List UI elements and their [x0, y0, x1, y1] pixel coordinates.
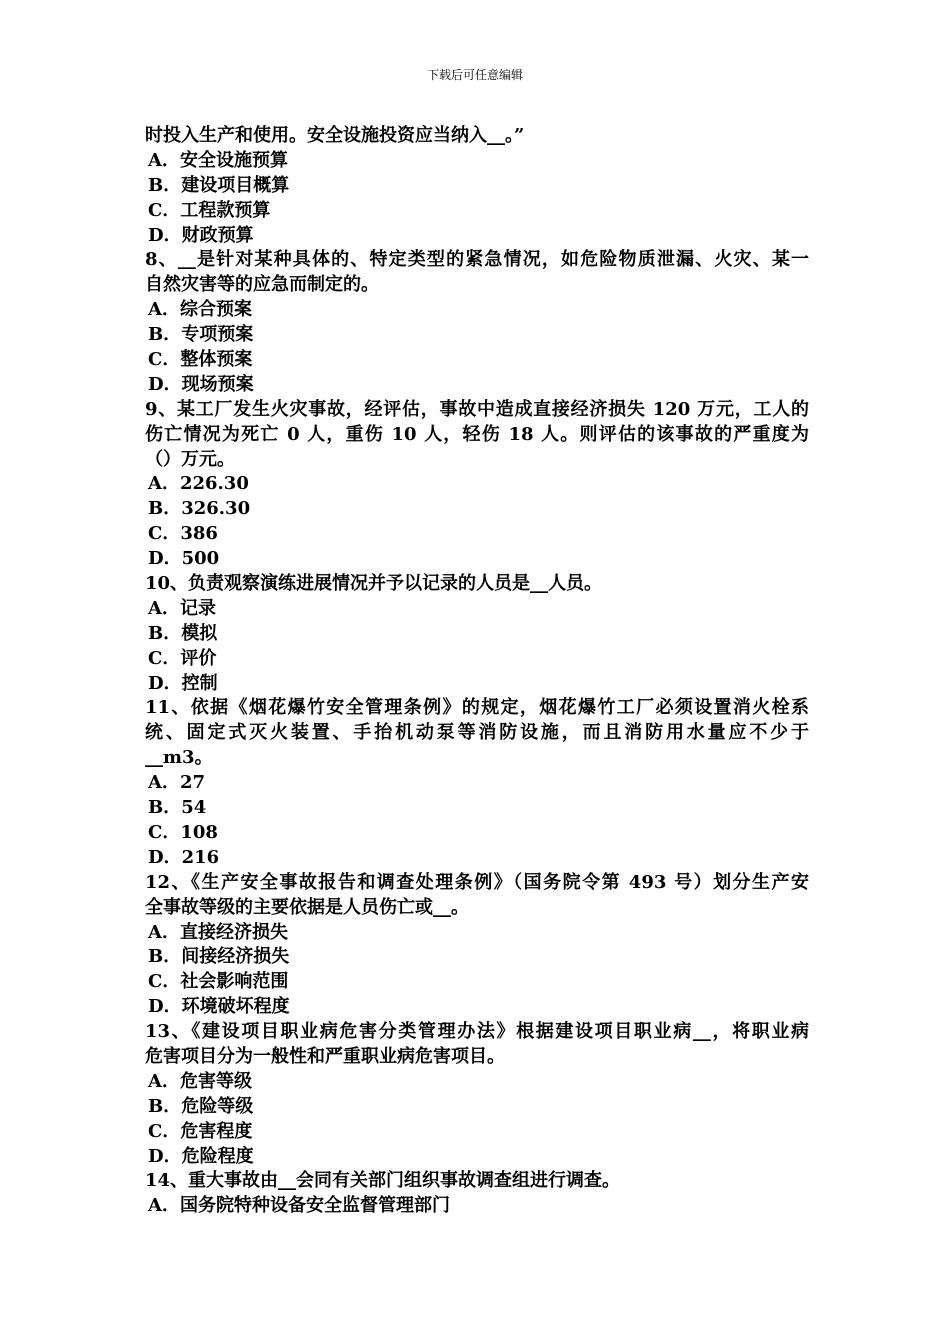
option-a: A．危害等级 [148, 1070, 252, 1092]
option-b: B．54 [148, 797, 207, 819]
option-a: A．综合预案 [148, 299, 252, 321]
question-8-stem: 自然灾害等的应急而制定的。 [145, 274, 379, 296]
option-b: B．间接经济损失 [148, 946, 290, 968]
option-d: D．216 [148, 846, 220, 868]
option-b: B．危险等级 [148, 1095, 254, 1117]
option-d: D．环境破坏程度 [148, 996, 290, 1018]
option-b: B．建设项目概算 [148, 174, 290, 196]
option-a: A．记录 [148, 597, 216, 619]
option-d: D．500 [148, 548, 220, 570]
option-b: B．模拟 [148, 622, 218, 644]
option-d: D．控制 [148, 672, 218, 694]
question-9-stem: 伤亡情况为死亡 0 人，重伤 10 人，轻伤 18 人。则评估的该事故的严重度为 [145, 423, 809, 445]
option-a: A．27 [148, 772, 206, 794]
question-9-stem: （）万元。 [145, 448, 235, 470]
option-c: C．386 [148, 523, 218, 545]
question-11-stem: 11、依据《烟花爆竹安全管理条例》的规定，烟花爆竹工厂必须设置消火栓系 [145, 697, 809, 719]
option-a: A．安全设施预算 [148, 149, 288, 171]
document-body [145, 124, 809, 1219]
question-11-stem: 统、固定式灭火装置、手抬机动泵等消防设施，而且消防用水量应不少于 [145, 722, 809, 744]
question-13-stem: 危害项目分为一般性和严重职业病危害项目。 [145, 1045, 505, 1067]
option-d: D．现场预案 [148, 373, 254, 395]
option-a: A．226.30 [148, 473, 249, 495]
option-b: B．326.30 [148, 498, 251, 520]
option-d: D．危险程度 [148, 1145, 254, 1167]
question-8-stem: 8、__是针对某种具体的、特定类型的紧急情况，如危险物质泄漏、火灾、某一 [145, 249, 809, 271]
option-a: A．国务院特种设备安全监督管理部门 [148, 1195, 450, 1217]
question-11-stem: __m3。 [145, 747, 213, 769]
option-c: C．工程款预算 [148, 199, 271, 221]
option-a: A．直接经济损失 [148, 921, 288, 943]
option-b: B．专项预案 [148, 324, 254, 346]
question-12-stem: 全事故等级的主要依据是人员伤亡或__。 [145, 896, 469, 918]
question-7-stem-end: 时投入生产和使用。安全设施投资应当纳入__。” [145, 125, 525, 146]
option-c: C．社会影响范围 [148, 971, 289, 993]
option-c: C．危害程度 [148, 1120, 253, 1142]
question-12-stem: 12、《生产安全事故报告和调查处理条例》（国务院令第 493 号）划分生产安 [145, 871, 809, 893]
page-header: 下载后可任意编辑 [426, 68, 523, 82]
option-c: C．整体预案 [148, 349, 253, 371]
question-10-stem: 10、负责观察演练进展情况并予以记录的人员是__人员。 [145, 573, 603, 595]
option-d: D．财政预算 [148, 224, 254, 246]
question-14-stem: 14、重大事故由__会同有关部门组织事故调查组进行调查。 [145, 1170, 621, 1192]
option-c: C．108 [148, 821, 218, 843]
question-13-stem: 13、《建设项目职业病危害分类管理办法》根据建设项目职业病__，将职业病 [145, 1021, 809, 1043]
question-9-stem: 9、某工厂发生火灾事故，经评估，事故中造成直接经济损失 120 万元，工人的 [145, 398, 809, 420]
option-c: C．评价 [148, 647, 217, 669]
